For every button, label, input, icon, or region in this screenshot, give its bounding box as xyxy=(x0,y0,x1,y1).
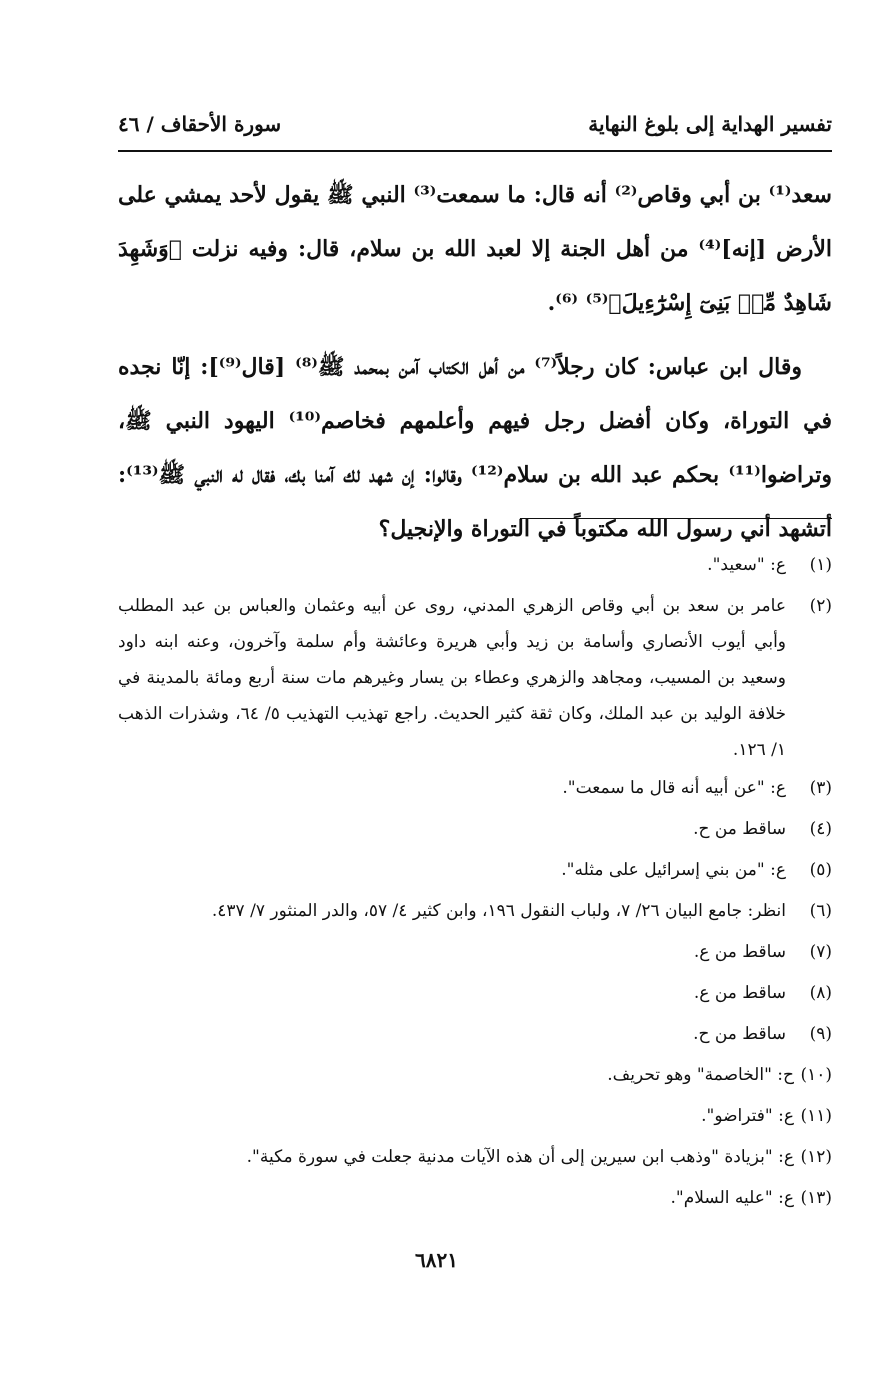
footnote-text: ع: "عليه السلام". xyxy=(670,1188,794,1208)
footnote xyxy=(118,1055,832,1096)
footnote-text: عامر بن سعد بن أبي وقاص الزهري المدني، روى عن أبيه وعثمان والعباس بن عبد المطلب وأبي أيوب الأنصاري وأسامة بن زيد وأبي هريرة وعائشة وأم سلمة وآخرون، وعنه ابنه داود وسعيد بن المسيب، ومجاهد والزهري وعطاء بن يسار وغيرهم مات سنة أربع ومائة بالمدينة في خلافة الوليد بن عبد الملك، وكان ثقة كثير الحديث. راجع تهذيب التهذيب ٥/ ٦٤، وشذرات الذهب ١/ ١٢٦. xyxy=(118,596,787,760)
footnote-number: (٢) xyxy=(809,596,832,616)
main-paragraph-2: وقال ابن عباس: كان رجلاً⁽⁷⁾ من أهل الكتاب آمن بمحمد ﷺ⁽⁸⁾ [قال⁽⁹⁾]: إنّا نجده في التوراة، وكان أفضل رجل فيهم وأعلمهم فخاصم⁽¹⁰⁾ اليهود النبي ﷺ، وتراضوا⁽¹¹⁾ بحكم عبد الله بن سلام⁽¹²⁾ وقالوا: إن شهد لك آمنا بك، فقال له النبي ﷺ⁽¹³⁾: أتشهد أني رسول الله مكتوباً في التوراة والإنجيل؟ xyxy=(118,354,832,542)
footnote-number: (٧) xyxy=(809,942,832,962)
footnote-number: (٥) xyxy=(809,860,832,880)
footnote-text: ع: "من بني إسرائيل على مثله". xyxy=(561,860,786,880)
footnote-text: ح: "الخاصمة" وهو تحريف. xyxy=(607,1065,794,1085)
footnote-text: انظر: جامع البيان ٢٦/ ٧، ولباب النقول ١٩٦، وابن كثير ٤/ ٥٧، والدر المنثور ٧/ ٤٣٧. xyxy=(211,901,786,921)
footnotes xyxy=(118,545,832,1219)
footnote xyxy=(118,809,832,850)
footnote xyxy=(118,973,832,1014)
footnote xyxy=(118,1137,832,1178)
footnote-number: (١٣) xyxy=(800,1188,832,1208)
footnote xyxy=(118,586,832,768)
footnote-number: (٩) xyxy=(809,1024,832,1044)
footnote-text: ساقط من ح. xyxy=(693,1024,786,1044)
surah-page-label: سورة الأحقاف / ٤٦ xyxy=(118,112,282,136)
footnote xyxy=(118,768,832,809)
main-paragraph-1: سعد⁽¹⁾ بن أبي وقاص⁽²⁾ أنه قال: ما سمعت⁽³⁾ النبي ﷺ يقول لأحد يمشي على الأرض [إنه]⁽⁴⁾ من أهل الجنة إلا لعبد الله بن سلام، قال: وفيه نزلت ﴿وَشَهِدَ شَاهِدٌ مِّنۢ بَنِىٓ إِسْرَٰٓءِيلَ﴾⁽⁵⁾ ⁽⁶⁾. xyxy=(118,182,832,316)
footnote-number: (٦) xyxy=(809,901,832,921)
main-text xyxy=(118,168,832,556)
running-header xyxy=(118,104,832,144)
header-divider xyxy=(118,150,832,152)
page-number: ٦٨٢١ xyxy=(415,1248,458,1272)
footnote-text: ساقط من ح. xyxy=(693,819,786,839)
footnote-text: ساقط من ع. xyxy=(693,942,786,962)
footnote-number: (١١) xyxy=(800,1106,832,1126)
footnote-text: ع: "بزيادة "وذهب ابن سيرين إلى أن هذه الآيات مدنية جعلت في سورة مكية". xyxy=(246,1147,794,1167)
footnote xyxy=(118,1178,832,1219)
book-title: تفسير الهداية إلى بلوغ النهاية xyxy=(588,112,832,136)
footnote-text: ساقط من ع. xyxy=(693,983,786,1003)
footnote-number: (١٠) xyxy=(800,1065,832,1085)
footnote xyxy=(118,850,832,891)
footnote-text: ع: "سعيد". xyxy=(707,555,786,575)
footnote-number: (١) xyxy=(809,555,832,575)
footnote-number: (١٢) xyxy=(800,1147,832,1167)
footnote-number: (٨) xyxy=(809,983,832,1003)
footnote xyxy=(118,545,832,586)
footnote xyxy=(118,932,832,973)
footnote-separator xyxy=(520,518,832,519)
footnote xyxy=(118,891,832,932)
footnote-text: ع: "فتراضو". xyxy=(701,1106,794,1126)
footnote-text: ع: "عن أبيه أنه قال ما سمعت". xyxy=(562,778,786,798)
footnote-number: (٤) xyxy=(809,819,832,839)
footnote xyxy=(118,1014,832,1055)
footnote-number: (٣) xyxy=(809,778,832,798)
footnote xyxy=(118,1096,832,1137)
